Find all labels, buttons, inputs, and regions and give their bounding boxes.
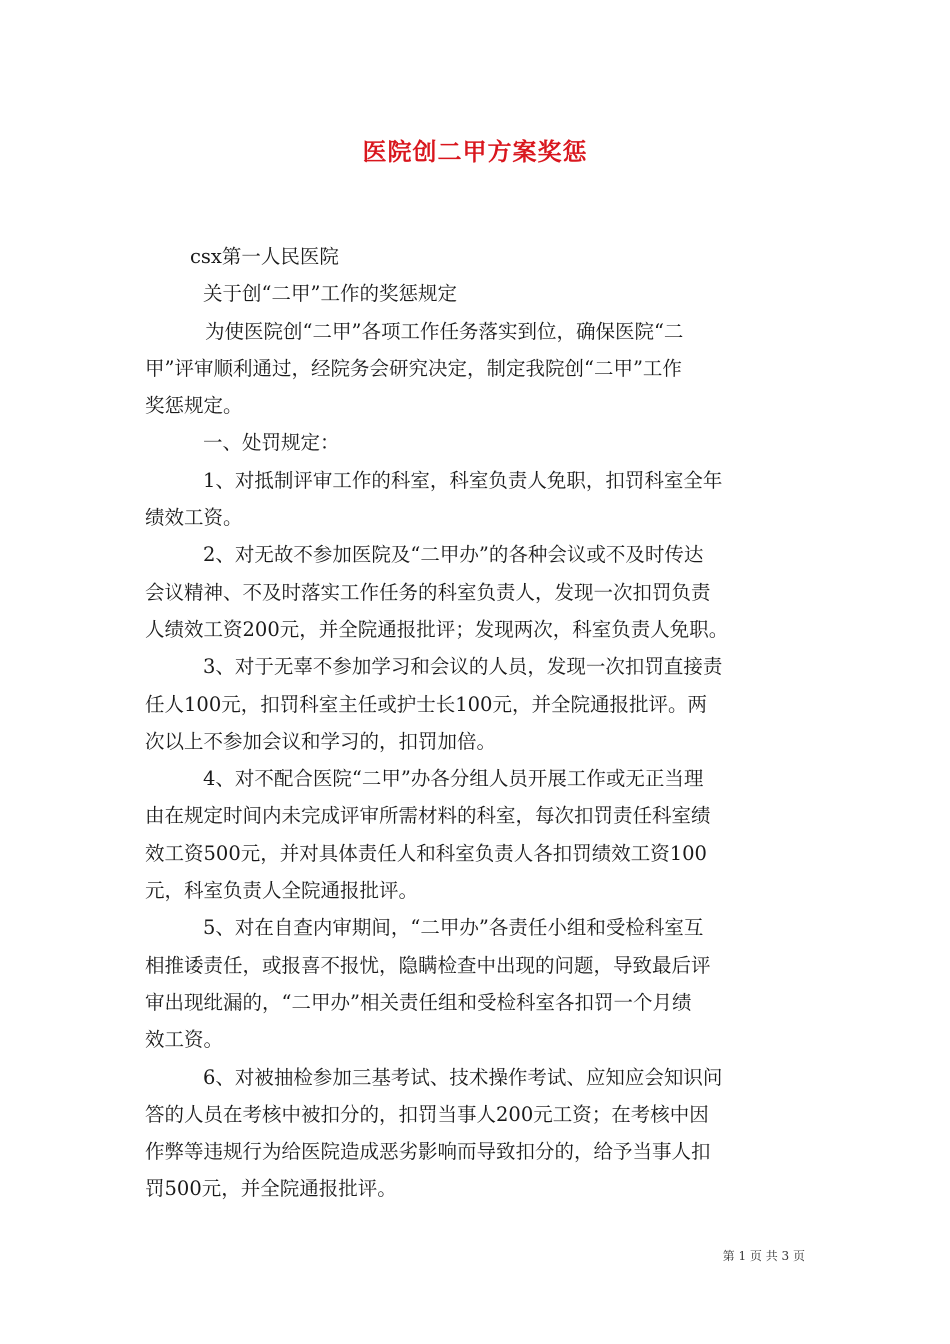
paragraph-line: 元，科室负责人全院通报批评。 bbox=[145, 879, 419, 903]
paragraph-line: 会议精神、不及时落实工作任务的科室负责人，发现一次扣罚负责 bbox=[145, 580, 711, 604]
paragraph-line: 5、对在自查内审期间，“二甲办”各责任小组和受检科室互 bbox=[203, 916, 704, 940]
paragraph-line: 奖惩规定。 bbox=[145, 394, 243, 418]
document-body bbox=[145, 238, 810, 1208]
paragraph-line: 罚500元，并全院通报批评。 bbox=[145, 1177, 397, 1201]
paragraph-line: 审出现纰漏的，“二甲办”相关责任组和受检科室各扣罚一个月绩 bbox=[145, 990, 692, 1014]
paragraph-line: 由在规定时间内未完成评审所需材料的科室，每次扣罚责任科室绩 bbox=[145, 804, 711, 828]
page-number: 第 1 页 共 3 页 bbox=[722, 1249, 805, 1263]
paragraph-line: 答的人员在考核中被扣分的，扣罚当事人200元工资；在考核中因 bbox=[145, 1102, 709, 1126]
paragraph-line: 1、对抵制评审工作的科室，科室负责人免职，扣罚科室全年 bbox=[203, 468, 723, 492]
paragraph-line: csx第一人民医院 bbox=[190, 245, 339, 268]
paragraph-line: 为使医院创“二甲”各项工作任务落实到位，确保医院“二 bbox=[205, 319, 684, 343]
paragraph-line: 一、处罚规定： bbox=[203, 431, 340, 455]
paragraph-line: 效工资。 bbox=[145, 1028, 224, 1052]
paragraph-line: 效工资500元，并对具体责任人和科室负责人各扣罚绩效工资100 bbox=[145, 841, 707, 865]
paragraph-line: 4、对不配合医院“二甲”办各分组人员开展工作或无正当理 bbox=[203, 767, 704, 791]
paragraph-line: 绩效工资。 bbox=[145, 506, 243, 530]
paragraph-line: 次以上不参加会议和学习的，扣罚加倍。 bbox=[145, 729, 497, 753]
paragraph-line: 甲”评审顺利通过，经院务会研究决定，制定我院创“二甲”工作 bbox=[145, 356, 682, 380]
paragraph-line: 关于创“二甲”工作的奖惩规定 bbox=[203, 282, 457, 306]
paragraph-line: 3、对于无辜不参加学习和会议的人员，发现一次扣罚直接责 bbox=[203, 655, 723, 679]
paragraph-line: 相推诿责任，或报喜不报忧，隐瞒检查中出现的问题，导致最后评 bbox=[145, 953, 711, 977]
paragraph-line: 任人100元，扣罚科室主任或护士长100元，并全院通报批评。两 bbox=[145, 692, 707, 716]
paragraph-line: 2、对无故不参加医院及“二甲办”的各种会议或不及时传达 bbox=[203, 543, 704, 567]
document-title: 医院创二甲方案奖惩 bbox=[362, 137, 588, 166]
paragraph-line: 作弊等违规行为给医院造成恶劣影响而导致扣分的，给予当事人扣 bbox=[145, 1140, 711, 1164]
paragraph-line: 6、对被抽检参加三基考试、技术操作考试、应知应会知识问 bbox=[203, 1065, 723, 1089]
paragraph-line: 人绩效工资200元，并全院通报批评；发现两次，科室负责人免职。 bbox=[145, 617, 729, 641]
